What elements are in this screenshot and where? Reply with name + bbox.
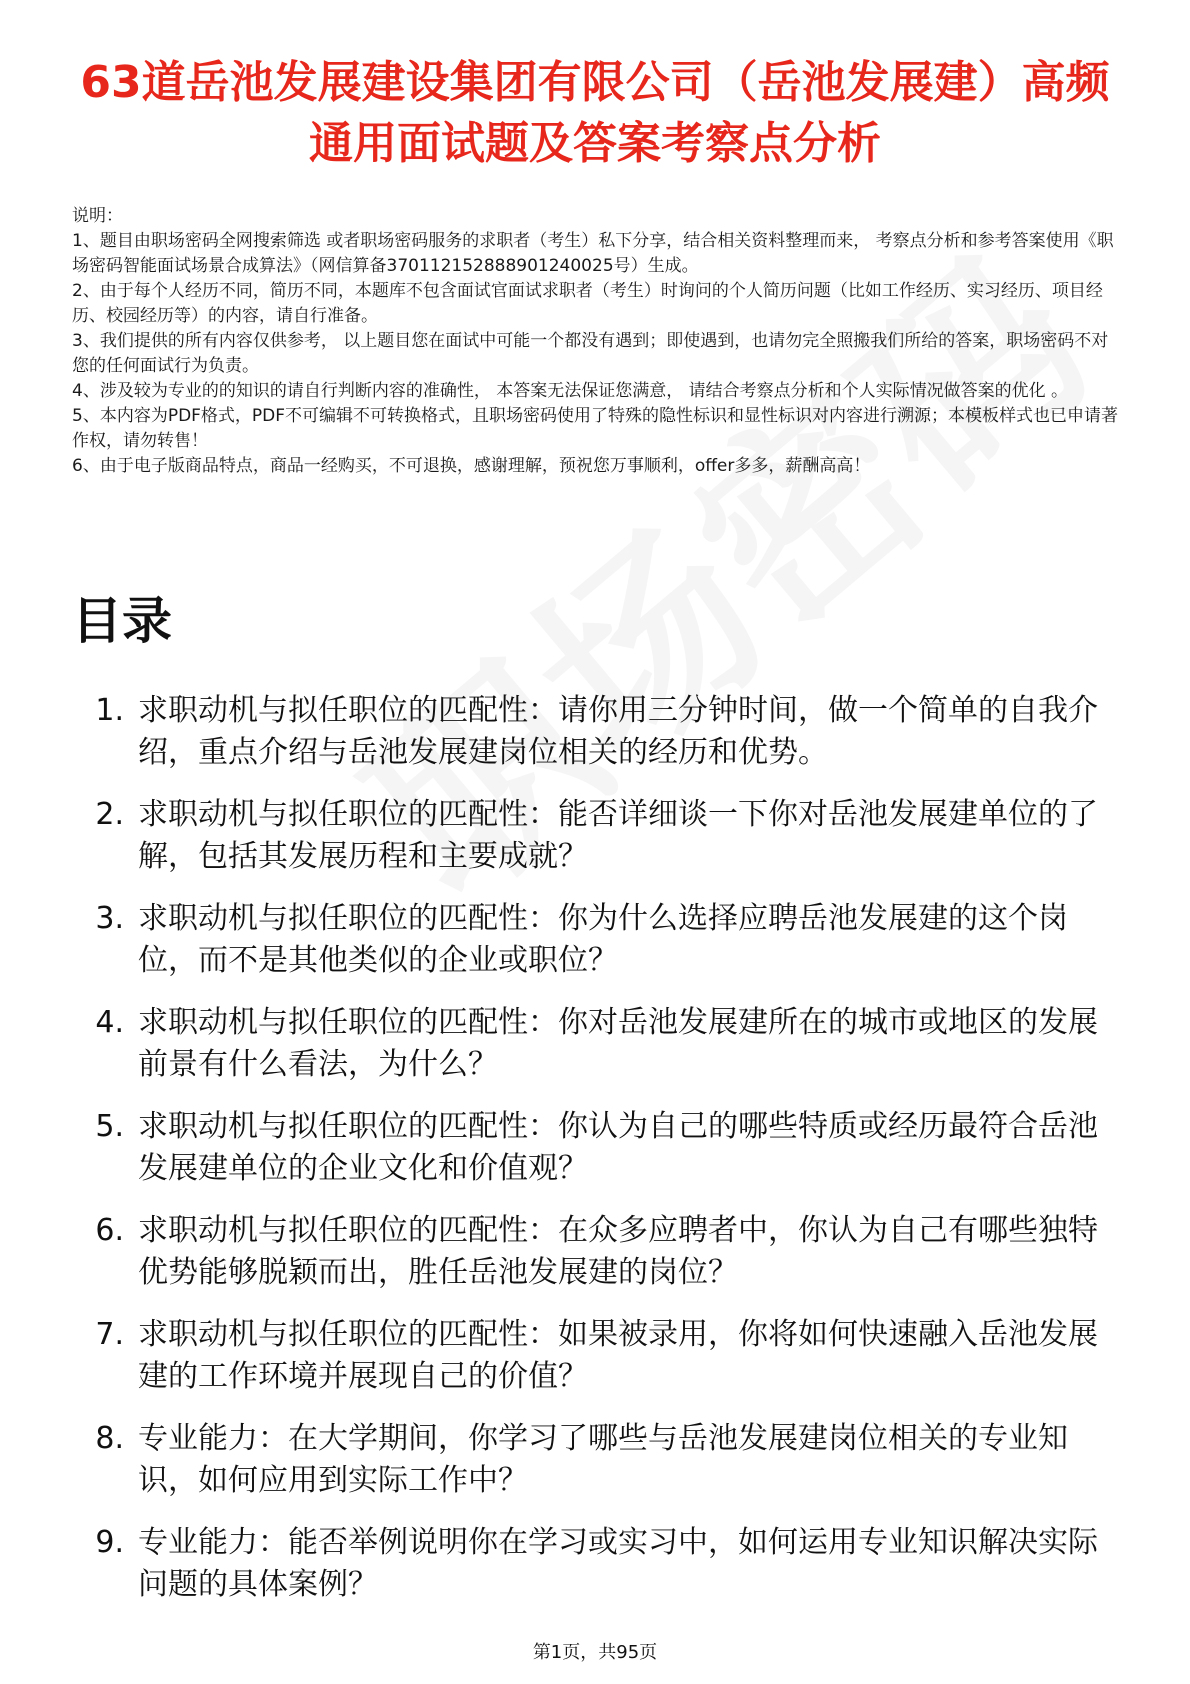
toc-item[interactable] (72, 898, 1122, 982)
toc-item-text: 求职动机与拟任职位的匹配性：如果被录用，你将如何快速融入岳池发展建的工作环境并展现自己的价值？ (138, 1317, 1098, 1394)
toc-item-number: 7. (95, 1317, 124, 1352)
notes-line: 说明： (72, 206, 123, 226)
toc-item[interactable] (72, 1106, 1122, 1190)
toc-item-text: 求职动机与拟任职位的匹配性：能否详细谈一下你对岳池发展建单位的了解，包括其发展历程和主要成就？ (138, 797, 1098, 874)
toc-item-text: 求职动机与拟任职位的匹配性：你为什么选择应聘岳池发展建的这个岗位，而不是其他类似的企业或职位？ (138, 901, 1068, 978)
page-footer: 第1页，共95页 (532, 1642, 658, 1663)
toc-item[interactable] (72, 1002, 1122, 1086)
toc-item[interactable] (72, 1314, 1122, 1398)
document-title: 63道岳池发展建设集团有限公司（岳池发展建）高频通用面试题及答案考察点分析 (80, 57, 1110, 169)
toc-item-number: 1. (95, 693, 124, 728)
notes-line: 2、由于每个人经历不同，简历不同，本题库不包含面试官面试求职者（考生）时询问的个人简历问题（比如工作经历、实习经历、项目经历、校园经历等）的内容，请自行准备。 (72, 281, 1103, 326)
toc-item-number: 3. (95, 901, 124, 936)
toc-item[interactable] (72, 690, 1122, 774)
toc-item[interactable] (72, 1522, 1122, 1606)
notes-section (72, 204, 1122, 479)
toc-list (72, 690, 1122, 1626)
toc-item-text: 求职动机与拟任职位的匹配性：请你用三分钟时间，做一个简单的自我介绍，重点介绍与岳池发展建岗位相关的经历和优势。 (138, 693, 1098, 770)
notes-line: 4、涉及较为专业的的知识的请自行判断内容的准确性， 本答案无法保证您满意， 请结合考察点分析和个人实际情况做答案的优化 。 (72, 381, 1069, 401)
toc-item-number: 2. (95, 797, 124, 832)
toc-item-number: 4. (95, 1005, 124, 1040)
toc-item[interactable] (72, 1210, 1122, 1294)
toc-item-number: 8. (95, 1421, 124, 1456)
toc-item-text: 求职动机与拟任职位的匹配性：你认为自己的哪些特质或经历最符合岳池发展建单位的企业文化和价值观？ (138, 1109, 1098, 1186)
toc-item-text: 专业能力：在大学期间，你学习了哪些与岳池发展建岗位相关的专业知识，如何应用到实际工作中？ (138, 1421, 1068, 1498)
toc-item-number: 5. (95, 1109, 124, 1144)
notes-line: 6、由于电子版商品特点，商品一经购买，不可退换，感谢理解，预祝您万事顺利，offer多多，薪酬高高！ (72, 456, 871, 476)
toc-item-text: 求职动机与拟任职位的匹配性：你对岳池发展建所在的城市或地区的发展前景有什么看法，为什么？ (138, 1005, 1098, 1082)
toc-heading: 目录 (72, 592, 172, 650)
toc-item[interactable] (72, 1418, 1122, 1502)
notes-line: 1、题目由职场密码全网搜索筛选 或者职场密码服务的求职者（考生）私下分享，结合相关资料整理而来， 考察点分析和参考答案使用《职场密码智能面试场景合成算法》（网信算备370112152888901240025号）生成。 (72, 231, 1114, 276)
toc-item-number: 6. (95, 1213, 124, 1248)
notes-line: 5、本内容为PDF格式，PDF不可编辑不可转换格式，且职场密码使用了特殊的隐性标识和显性标识对内容进行溯源；本模板样式也已申请著作权，请勿转售！ (72, 406, 1119, 451)
toc-item[interactable] (72, 794, 1122, 878)
toc-item-text: 专业能力：能否举例说明你在学习或实习中，如何运用专业知识解决实际问题的具体案例？ (138, 1525, 1098, 1602)
notes-line: 3、我们提供的所有内容仅供参考， 以上题目您在面试中可能一个都没有遇到；即使遇到，也请勿完全照搬我们所给的答案，职场密码不对您的任何面试行为负责。 (72, 331, 1109, 376)
toc-item-text: 求职动机与拟任职位的匹配性：在众多应聘者中，你认为自己有哪些独特优势能够脱颖而出，胜任岳池发展建的岗位？ (138, 1213, 1098, 1290)
toc-item-number: 9. (95, 1525, 124, 1560)
